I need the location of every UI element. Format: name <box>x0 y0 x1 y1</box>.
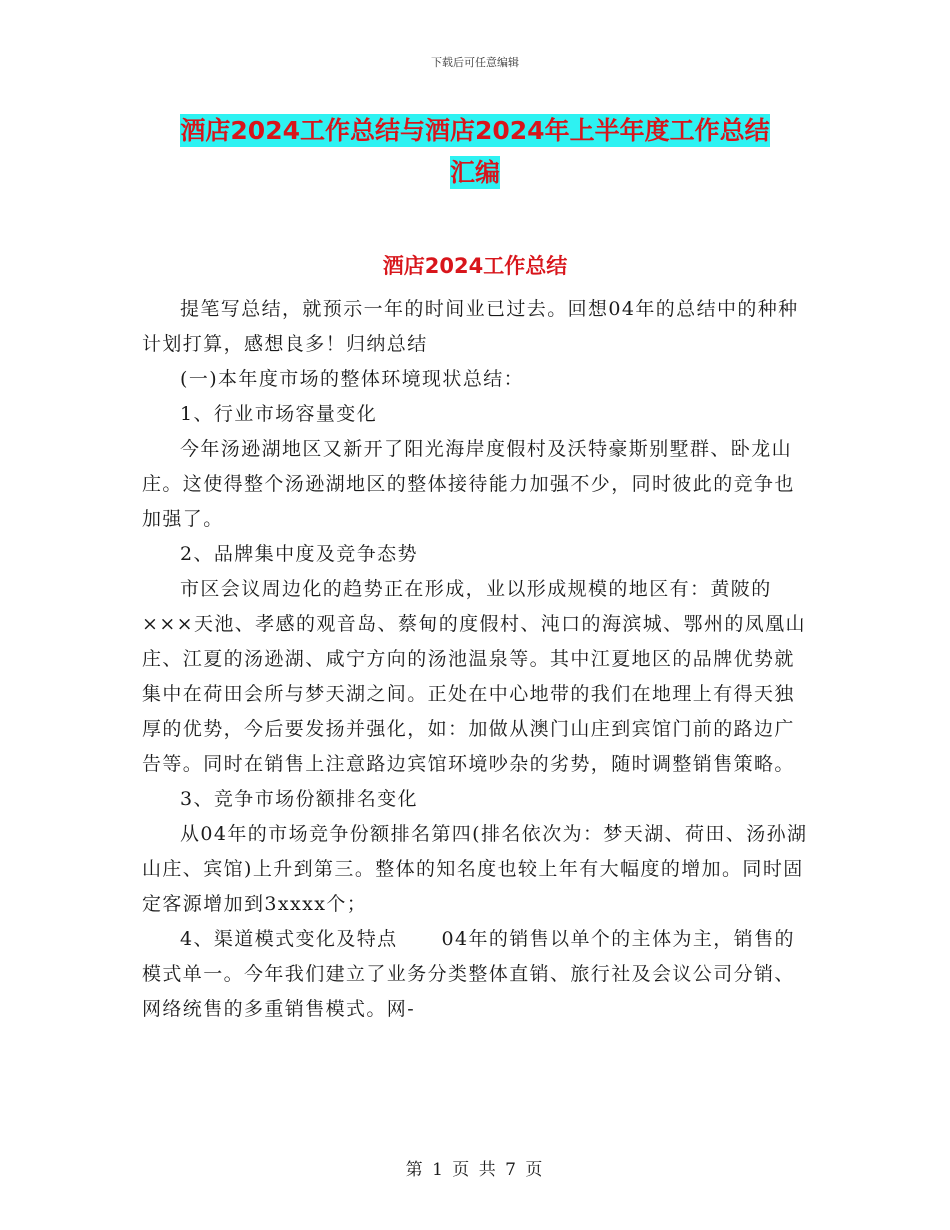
title-line-1: 酒店2024工作总结与酒店2024年上半年度工作总结 <box>180 116 770 145</box>
paragraph-subheading-3: 3、竞争市场份额排名变化 <box>180 788 418 810</box>
channel-subheading: 4、渠道模式变化及特点 <box>180 928 398 950</box>
paragraph-channel-model <box>142 922 808 1027</box>
paragraph-market-share: 从04年的市场竞争份额排名第四(排名依次为：梦天湖、荷田、汤孙湖山庄、宾馆)上升到第三。整体的知名度也较上年有大幅度的增加。同时固定客源增加到3xxxx个； <box>142 823 808 915</box>
document-title <box>150 110 800 194</box>
paragraph-intro: 提笔写总结，就预示一年的时间业已过去。回想04年的总结中的种种计划打算，感想良多！归纳总结 <box>142 298 799 355</box>
paragraph-brand-concentration: 市区会议周边化的趋势正在形成，业以形成规模的地区有：黄陂的×××天池、孝感的观音岛、蔡甸的度假村、沌口的海滨城、鄂州的凤凰山庄、江夏的汤逊湖、咸宁方向的汤池温泉等。其中江夏地区的品牌优势就集中在荷田会所与梦天湖之间。正处在中心地带的我们在地理上有得天独厚的优势，今后要发扬并强化，如：加做从澳门山庄到宾馆门前的路边广告等。同时在销售上注意路边宾馆环境吵杂的劣势，随时调整销售策略。 <box>142 578 806 775</box>
header-note: 下载后可任意编辑 <box>431 56 519 69</box>
paragraph-subheading-2: 2、品牌集中度及竞争态势 <box>180 543 418 565</box>
channel-text: 04年的销售以单个的主体为主，销售的模式单一。今年我们建立了业务分类整体直销、旅行社及会议公司分销、网络统售的多重销售模式。网- <box>142 928 795 1020</box>
page-footer: 第 1 页 共 7 页 <box>405 1160 545 1180</box>
paragraph-heading-1: (一)本年度市场的整体环境现状总结： <box>180 368 525 390</box>
title-line-2: 汇编 <box>449 158 500 187</box>
body-text <box>142 292 808 1027</box>
paragraph-subheading-1: 1、行业市场容量变化 <box>180 403 378 425</box>
paragraph-market-capacity: 今年汤逊湖地区又新开了阳光海岸度假村及沃特豪斯别墅群、卧龙山庄。这使得整个汤逊湖地区的整体接待能力加强不少，同时彼此的竞争也加强了。 <box>142 438 795 530</box>
section-title: 酒店2024工作总结 <box>382 254 568 278</box>
